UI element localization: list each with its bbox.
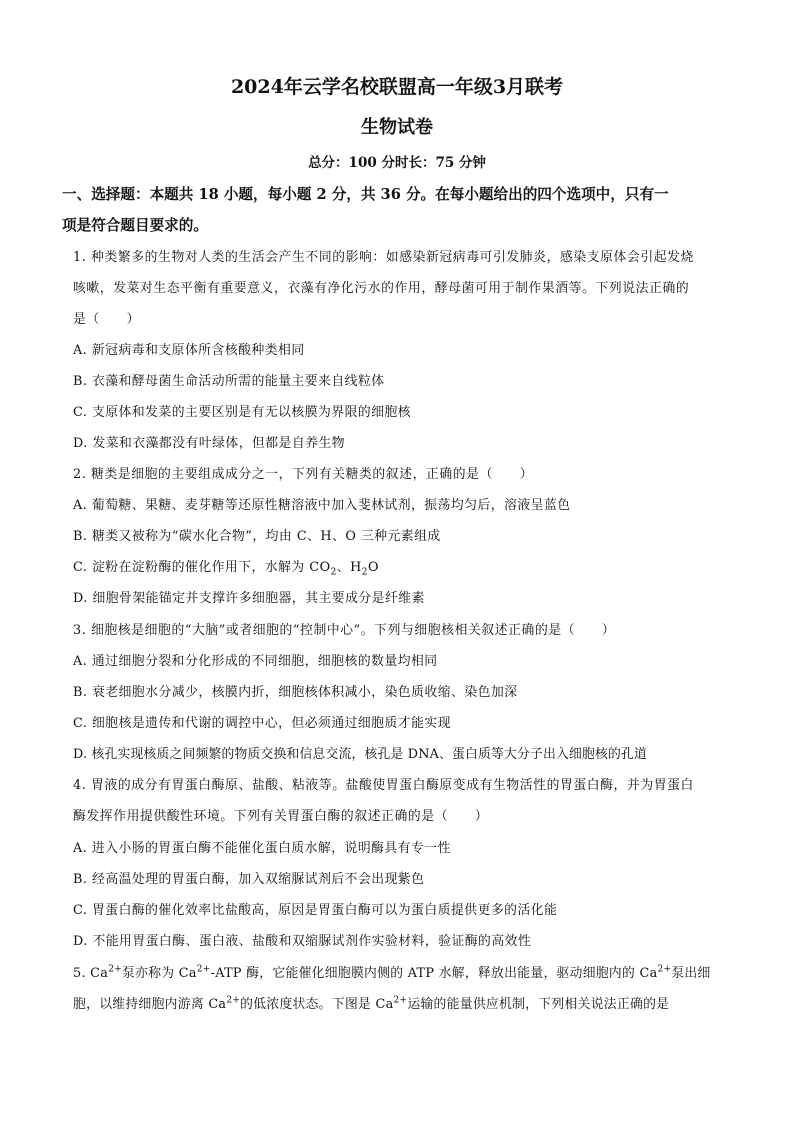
q4-stem-line1: 4. 胃液的成分有胃蛋白酶原、盐酸、粘液等。盐酸使胃蛋白酶原变成有生物活性的胃蛋白酶，并为胃蛋白 xyxy=(73,778,694,793)
q3-option-b: B. 衰老细胞水分减少，核膜内折，细胞核体积减小，染色质收缩、染色加深 xyxy=(73,685,518,700)
q2-option-c-mid: 、H xyxy=(336,560,362,575)
q2-option-c xyxy=(73,556,379,578)
q2-option-c-sub2: 2 xyxy=(361,567,368,578)
q5-l1-a: 5. Ca xyxy=(73,966,109,981)
q2-option-c-post: O xyxy=(367,560,379,575)
q3-option-a: A. 通过细胞分裂和分化形成的不同细胞，细胞核的数量均相同 xyxy=(73,654,438,669)
q5-l1-sup1: 2+ xyxy=(108,964,123,975)
exam-subject: 生物试卷 xyxy=(361,117,433,138)
q2-option-a: A. 葡萄糖、果糖、麦芽糖等还原性糖溶液中加入斐林试剂，振荡均匀后，溶液呈蓝色 xyxy=(73,498,571,513)
q1-option-c: C. 支原体和发菜的主要区别是有无以核膜为界限的细胞核 xyxy=(73,405,412,420)
q5-stem-line1 xyxy=(73,962,711,981)
q1-stem-line1: 1. 种类繁多的生物对人类的生活会产生不同的影响：如感染新冠病毒可引发肺炎，感染支原体会引起发烧 xyxy=(73,250,694,265)
section-heading-line1: 一、选择题：本题共 18 小题，每小题 2 分，共 36 分。在每小题给出的四个选项中，只有一 xyxy=(62,186,669,203)
q2-stem-line1: 2. 糖类是细胞的主要组成成分之一，下列有关糖类的叙述，正确的是（ ） xyxy=(73,467,534,482)
q5-l1-sup3: 2+ xyxy=(657,964,672,975)
q2-option-b: B. 糖类又被称为“碳水化合物”，均由 C、H、O 三种元素组成 xyxy=(73,529,441,544)
q4-option-d: D. 不能用胃蛋白酶、蛋白液、盐酸和双缩脲试剂作实验材料，验证酶的高效性 xyxy=(73,934,532,949)
q5-l2-sup1: 2+ xyxy=(226,995,241,1006)
q5-stem-line2 xyxy=(73,993,669,1012)
q2-option-c-text: C. 淀粉在淀粉酶的催化作用下，水解为 CO xyxy=(73,560,331,575)
q4-option-a: A. 进入小肠的胃蛋白酶不能催化蛋白质水解，说明酶具有专一性 xyxy=(73,841,451,856)
q2-option-d: D. 细胞骨架能锚定并支撑许多细胞器，其主要成分是纤维素 xyxy=(73,591,425,606)
q5-l2-a: 胞，以维持细胞内游离 Ca xyxy=(73,997,227,1012)
q3-option-d: D. 核孔实现核质之间频繁的物质交换和信息交流，核孔是 DNA、蛋白质等大分子出入细胞核的孔道 xyxy=(73,747,647,762)
q4-option-b: B. 经高温处理的胃蛋白酶，加入双缩脲试剂后不会出现紫色 xyxy=(73,872,425,887)
q1-option-b: B. 衣藻和酵母菌生命活动所需的能量主要来自线粒体 xyxy=(73,374,385,389)
q1-option-a: A. 新冠病毒和支原体所含核酸种类相同 xyxy=(73,343,305,358)
q5-l1-b: 泵亦称为 Ca xyxy=(122,966,197,981)
q1-stem-line2: 咳嗽，发菜对生态平衡有重要意义，衣藻有净化污水的作用，酵母菌可用于制作果酒等。下列说法正确的 xyxy=(73,281,690,296)
q4-stem-line2: 酶发挥作用提供酸性环境。下列有关胃蛋白酶的叙述正确的是（ ） xyxy=(73,809,489,824)
q1-stem-line3: 是（ ） xyxy=(73,312,140,327)
q5-l2-c: 运输的能量供应机制，下列相关说法正确的是 xyxy=(407,997,670,1012)
q5-l1-c: -ATP 酶，它能催化细胞膜内侧的 ATP 水解，释放出能量，驱动细胞内的 Ca xyxy=(210,966,658,981)
q3-option-c: C. 细胞核是遗传和代谢的调控中心，但必须通过细胞质才能实现 xyxy=(73,716,451,731)
q3-stem-line1: 3. 细胞核是细胞的“大脑”或者细胞的“控制中心”。下列与细胞核相关叙述正确的是（ ） xyxy=(73,623,616,638)
q5-l1-d: 泵出细 xyxy=(671,966,711,981)
q4-option-c: C. 胃蛋白酶的催化效率比盐酸高，原因是胃蛋白酶可以为蛋白质提供更多的活化能 xyxy=(73,903,558,918)
q5-l1-sup2: 2+ xyxy=(196,964,211,975)
q2-option-c-sub1: 2 xyxy=(330,567,337,578)
q1-option-d: D. 发菜和衣藻都没有叶绿体，但都是自养生物 xyxy=(73,436,346,451)
q5-l2-b: 的低浓度状态。下图是 Ca xyxy=(240,997,394,1012)
q5-l2-sup2: 2+ xyxy=(393,995,408,1006)
exam-title: 2024年云学名校联盟高一年级3月联考 xyxy=(230,76,564,98)
exam-meta: 总分：100 分时长：75 分钟 xyxy=(308,155,486,171)
section-heading-line2: 项是符合题目要求的。 xyxy=(62,217,208,234)
